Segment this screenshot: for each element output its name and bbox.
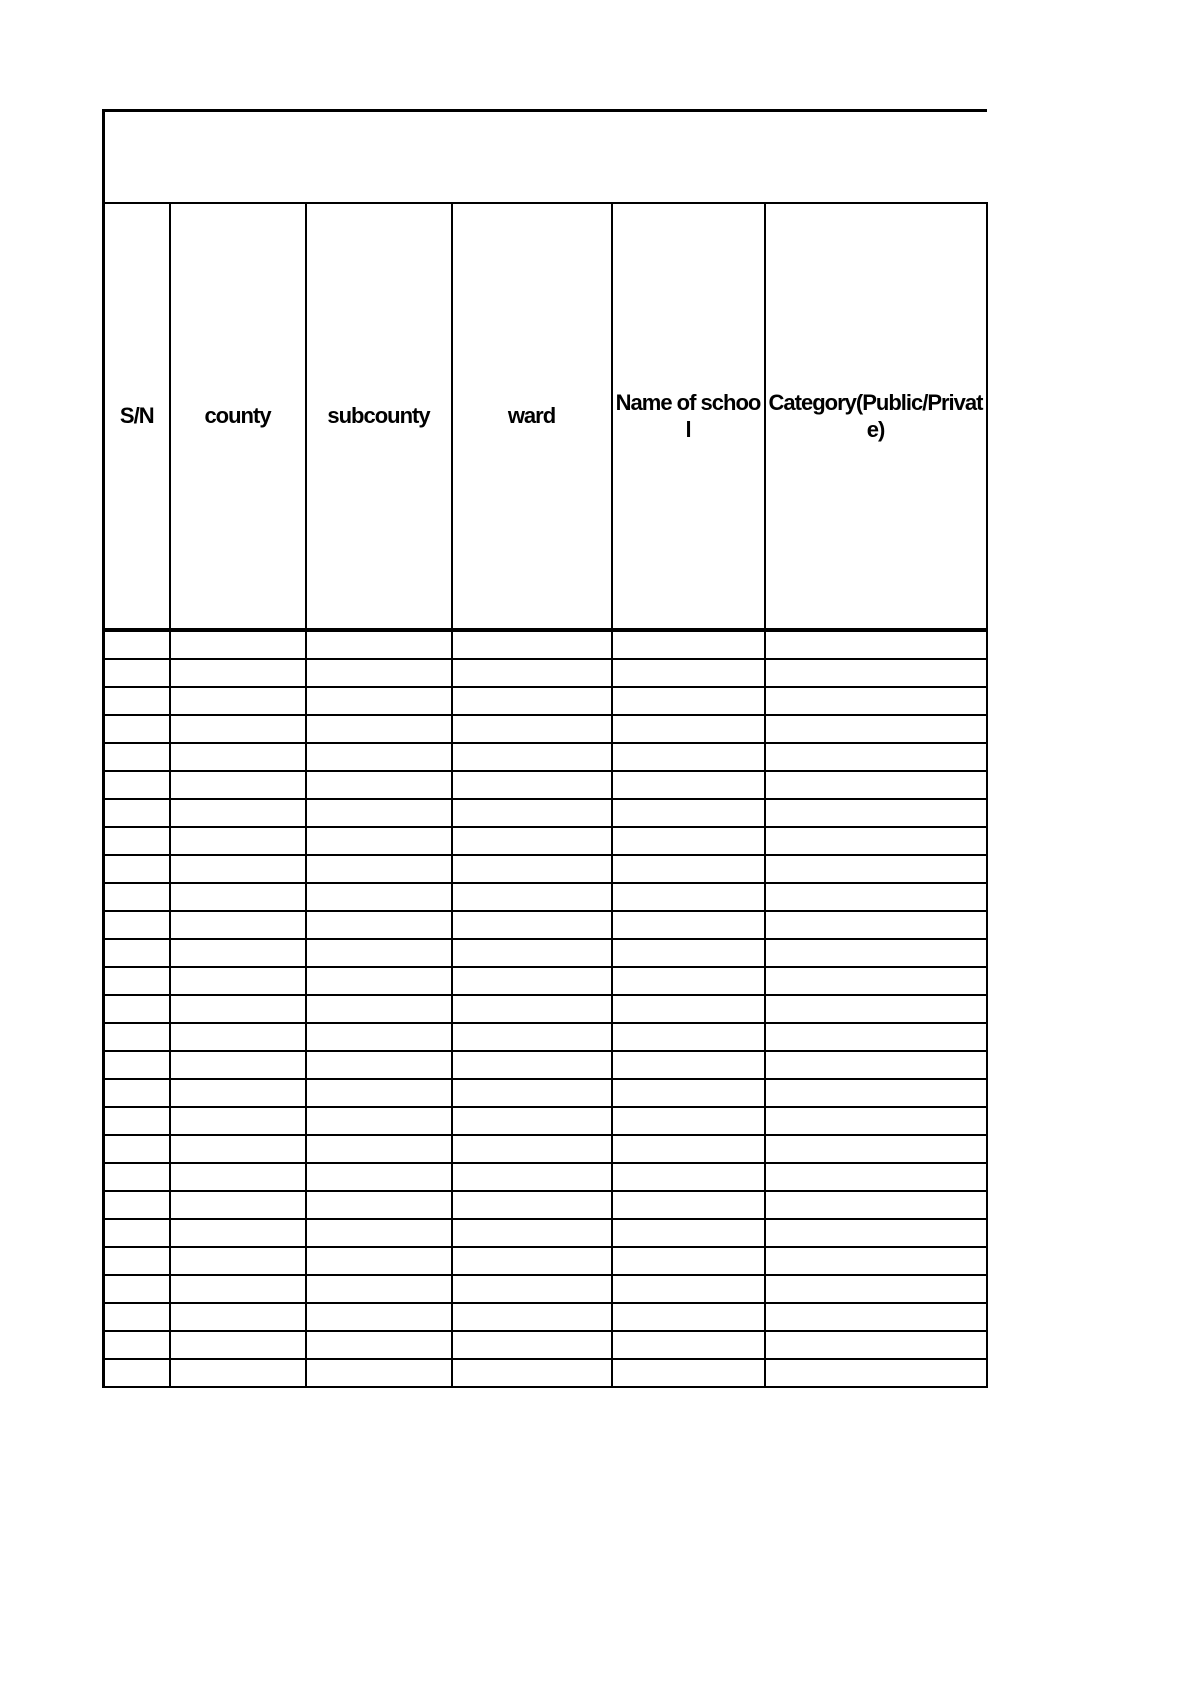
table-cell[interactable] [612,995,765,1023]
table-cell[interactable] [765,687,987,715]
table-cell[interactable] [170,827,306,855]
table-cell[interactable] [170,883,306,911]
table-cell[interactable] [765,799,987,827]
table-row [104,1051,987,1079]
table-cell[interactable] [612,1331,765,1359]
table-cell[interactable] [765,1275,987,1303]
table-cell[interactable] [452,1023,612,1051]
table-cell[interactable] [765,1359,987,1387]
table-cell[interactable] [765,1107,987,1135]
table-row [104,1247,987,1275]
table-cell[interactable] [612,1275,765,1303]
table-cell[interactable] [765,855,987,883]
table-row [104,1275,987,1303]
table-cell[interactable] [452,1331,612,1359]
table-row [104,967,987,995]
table-cell[interactable] [306,827,452,855]
table-cell[interactable] [612,855,765,883]
table-cell[interactable] [306,687,452,715]
table-row [104,939,987,967]
table-cell[interactable] [612,911,765,939]
table-cell[interactable] [306,659,452,687]
table-cell[interactable] [612,1303,765,1331]
table-cell[interactable] [765,967,987,995]
table-cell[interactable] [765,1303,987,1331]
table-cell[interactable] [306,743,452,771]
table-cell[interactable] [306,1303,452,1331]
table-cell[interactable] [452,883,612,911]
table-cell[interactable] [170,967,306,995]
table-cell[interactable] [170,715,306,743]
table-cell[interactable] [306,1219,452,1247]
table-cell[interactable] [612,967,765,995]
table-cell[interactable] [765,911,987,939]
table-cell[interactable] [104,1023,170,1051]
table-cell[interactable] [104,687,170,715]
table-cell[interactable] [612,799,765,827]
table-cell[interactable] [104,771,170,799]
table-cell[interactable] [306,1135,452,1163]
table-cell[interactable] [765,1079,987,1107]
table-cell[interactable] [306,855,452,883]
table-cell[interactable] [306,1079,452,1107]
table-cell[interactable] [452,939,612,967]
table-cell[interactable] [612,1219,765,1247]
table-cell[interactable] [170,687,306,715]
table-cell[interactable] [452,1051,612,1079]
table-row [104,1359,987,1387]
table-cell[interactable] [104,939,170,967]
table-cell[interactable] [170,771,306,799]
table-cell[interactable] [452,1079,612,1107]
table-cell[interactable] [306,939,452,967]
table-cell[interactable] [612,1051,765,1079]
table-cell[interactable] [170,1303,306,1331]
table-cell[interactable] [452,1191,612,1219]
table-cell[interactable] [306,1247,452,1275]
table-cell[interactable] [306,883,452,911]
table-cell[interactable] [452,911,612,939]
table-cell[interactable] [452,995,612,1023]
table-cell[interactable] [104,1107,170,1135]
table-cell[interactable] [612,659,765,687]
table-cell[interactable] [612,1023,765,1051]
table-cell[interactable] [170,630,306,659]
table-cell[interactable] [170,855,306,883]
table-cell[interactable] [612,1079,765,1107]
table-cell[interactable] [765,771,987,799]
table-row [104,1191,987,1219]
table-cell[interactable] [306,1191,452,1219]
column-header-county: county [170,203,306,630]
table-cell[interactable] [306,1275,452,1303]
table-cell[interactable] [612,771,765,799]
table-row [104,911,987,939]
table-cell[interactable] [452,1247,612,1275]
table-cell[interactable] [765,1191,987,1219]
table-cell[interactable] [104,630,170,659]
table-cell[interactable] [765,715,987,743]
table-cell[interactable] [306,911,452,939]
table-cell[interactable] [170,1275,306,1303]
table-cell[interactable] [612,687,765,715]
table-cell[interactable] [104,855,170,883]
table-row [104,995,987,1023]
table-cell[interactable] [170,743,306,771]
table-cell[interactable] [170,1051,306,1079]
table-body [104,630,987,1387]
table-cell[interactable] [306,1023,452,1051]
table-cell[interactable] [765,883,987,911]
table-row [104,1135,987,1163]
column-header-school-name: Name of school [612,203,765,630]
table-cell[interactable] [452,743,612,771]
table-cell[interactable] [765,827,987,855]
table-cell[interactable] [104,1359,170,1387]
table-cell[interactable] [170,1219,306,1247]
table-cell[interactable] [452,1163,612,1191]
table-cell[interactable] [612,1107,765,1135]
table-cell[interactable] [104,1219,170,1247]
table-cell[interactable] [452,659,612,687]
table-row [104,1079,987,1107]
table-cell[interactable] [170,799,306,827]
table-cell[interactable] [765,1135,987,1163]
table-cell[interactable] [170,1359,306,1387]
table-cell[interactable] [306,1163,452,1191]
table-cell[interactable] [452,799,612,827]
table-cell[interactable] [170,1023,306,1051]
table-cell[interactable] [104,1275,170,1303]
table-row [104,1023,987,1051]
table-row [104,1303,987,1331]
table-cell[interactable] [306,1107,452,1135]
table-cell[interactable] [765,939,987,967]
table-cell[interactable] [104,715,170,743]
table-cell[interactable] [765,1023,987,1051]
table-cell[interactable] [612,1135,765,1163]
table-cell[interactable] [765,1163,987,1191]
table-cell[interactable] [170,995,306,1023]
table-cell[interactable] [765,743,987,771]
table-cell[interactable] [612,715,765,743]
table-row [104,1331,987,1359]
table-cell[interactable] [170,1079,306,1107]
table-cell[interactable] [765,630,987,659]
table-cell[interactable] [452,1135,612,1163]
table-cell[interactable] [104,1051,170,1079]
table-cell[interactable] [765,659,987,687]
table-cell[interactable] [765,1051,987,1079]
table-cell[interactable] [452,1107,612,1135]
table-cell[interactable] [306,715,452,743]
table-cell[interactable] [452,687,612,715]
table-cell[interactable] [170,1135,306,1163]
table-cell[interactable] [170,939,306,967]
table-cell[interactable] [104,1331,170,1359]
table-cell[interactable] [452,967,612,995]
table-cell[interactable] [452,827,612,855]
table-cell[interactable] [612,939,765,967]
table-row [104,1163,987,1191]
table-cell[interactable] [170,911,306,939]
table-cell[interactable] [765,1331,987,1359]
table-cell[interactable] [612,1191,765,1219]
table-cell[interactable] [104,827,170,855]
table-cell[interactable] [452,1275,612,1303]
table-cell[interactable] [104,967,170,995]
table-row [104,771,987,799]
table-row [104,715,987,743]
table-cell[interactable] [452,1359,612,1387]
table-cell[interactable] [306,1051,452,1079]
table-cell[interactable] [452,715,612,743]
column-header-sn: S/N [104,203,170,630]
table-cell[interactable] [765,995,987,1023]
table-cell[interactable] [612,883,765,911]
table-cell[interactable] [765,1247,987,1275]
table-cell[interactable] [612,1247,765,1275]
table-cell[interactable] [612,1359,765,1387]
table-cell[interactable] [104,1163,170,1191]
table-cell[interactable] [765,1219,987,1247]
table-cell[interactable] [170,1331,306,1359]
table-cell[interactable] [104,1191,170,1219]
table-cell[interactable] [104,1079,170,1107]
table-cell[interactable] [452,771,612,799]
column-header-category: Category(Public/Private) [765,203,987,630]
table-cell[interactable] [170,1191,306,1219]
table-cell[interactable] [452,630,612,659]
table-row [104,799,987,827]
table-cell[interactable] [170,1247,306,1275]
table-cell[interactable] [306,995,452,1023]
table-cell[interactable] [104,1135,170,1163]
table-row [104,630,987,659]
header-row [104,203,987,630]
table-cell[interactable] [306,630,452,659]
table-cell[interactable] [104,1303,170,1331]
table-cell[interactable] [306,1359,452,1387]
table-row [104,1107,987,1135]
column-header-subcounty: subcounty [306,203,452,630]
table-cell[interactable] [306,967,452,995]
table-cell[interactable] [306,799,452,827]
table-cell[interactable] [104,799,170,827]
table-cell[interactable] [612,630,765,659]
table-row [104,855,987,883]
table-cell[interactable] [612,827,765,855]
table-row [104,659,987,687]
table-row [104,687,987,715]
table-cell[interactable] [452,1303,612,1331]
form-title-area [102,109,987,203]
table-cell[interactable] [170,1163,306,1191]
table-row [104,743,987,771]
table-cell[interactable] [612,1163,765,1191]
table-cell[interactable] [452,1219,612,1247]
table-cell[interactable] [612,743,765,771]
table-row [104,883,987,911]
table-cell[interactable] [170,1107,306,1135]
table-cell[interactable] [104,995,170,1023]
table-cell[interactable] [306,1331,452,1359]
column-header-ward: ward [452,203,612,630]
table-cell[interactable] [104,1247,170,1275]
table-cell[interactable] [170,659,306,687]
table-cell[interactable] [104,659,170,687]
table-cell[interactable] [104,911,170,939]
table-row [104,827,987,855]
spreadsheet-form [102,109,990,1456]
table-cell[interactable] [452,855,612,883]
table-cell[interactable] [104,883,170,911]
data-table [102,202,988,1388]
table-row [104,1219,987,1247]
table-cell[interactable] [104,743,170,771]
table-cell[interactable] [306,771,452,799]
